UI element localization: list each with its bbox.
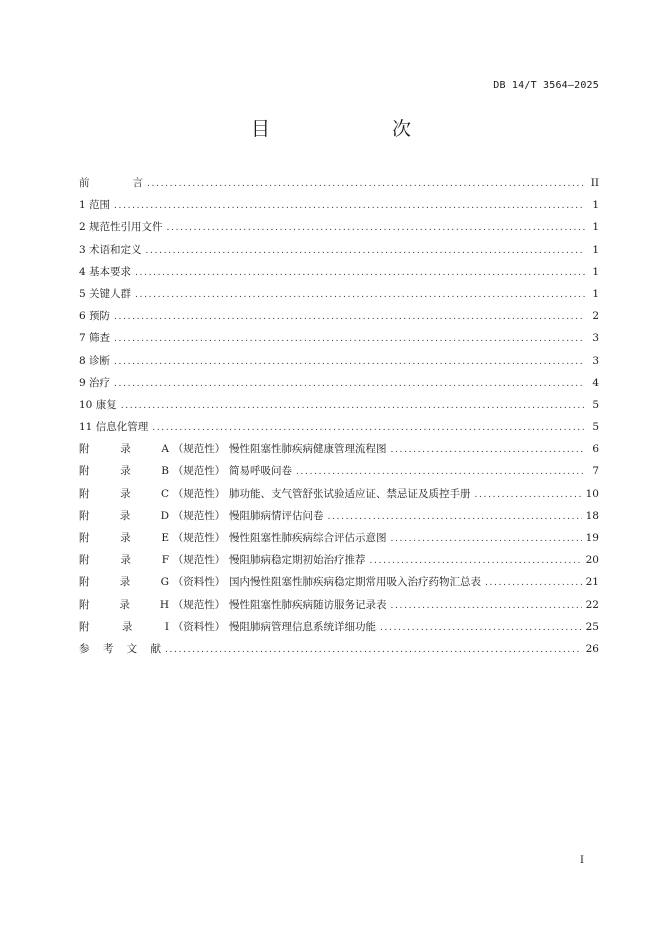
- toc-entry-char: 文: [126, 642, 138, 655]
- toc-entry-page: 5: [592, 398, 599, 411]
- toc-entry[interactable]: [79, 219, 599, 241]
- appendix-type: （规范性）: [172, 598, 226, 611]
- toc-entry-page: 4: [592, 376, 599, 389]
- toc-entry[interactable]: [79, 375, 599, 397]
- appendix-prefix-char: C: [160, 487, 169, 500]
- appendix-type: （规范性）: [172, 487, 226, 500]
- toc-entry-page: 7: [592, 465, 599, 478]
- toc-entry-label: [79, 175, 143, 191]
- appendix-prefix-char: B: [161, 465, 169, 478]
- toc-entry-char: 参: [79, 642, 90, 655]
- toc-entry-label: 4 基本要求: [79, 265, 132, 278]
- toc-entry-char: 献: [150, 642, 161, 655]
- toc-entry-page: 1: [592, 199, 599, 212]
- toc-entry[interactable]: [79, 353, 599, 375]
- appendix-title: 慢阻肺病稳定期初始治疗推荐: [229, 554, 366, 567]
- toc-entry-label: 10 康复: [79, 398, 117, 411]
- dot-leader: [485, 575, 582, 591]
- appendix-type: （规范性）: [172, 554, 226, 567]
- appendix-prefix: [79, 597, 169, 613]
- toc-entry-label: 6 预防: [79, 310, 111, 323]
- appendix-type: （规范性）: [172, 509, 226, 522]
- toc-entry-label: 5 关键人群: [79, 287, 132, 300]
- appendix-title: 慢性阻塞性肺疾病综合评估示意图: [229, 532, 387, 544]
- appendix-prefix-char: 附: [79, 620, 90, 633]
- appendix-prefix-char: 附: [79, 598, 90, 611]
- page-number: I: [580, 855, 584, 866]
- appendix-title: 国内慢性阻塞性肺疾病稳定期常用吸入治疗药物汇总表: [229, 576, 481, 589]
- appendix-prefix-char: 附: [79, 509, 90, 522]
- toc-entry[interactable]: [79, 552, 599, 574]
- appendix-prefix-char: G: [160, 576, 169, 589]
- toc-entry-page: 19: [585, 532, 599, 544]
- appendix-prefix: [79, 441, 169, 457]
- toc-entry-label: 3 术语和定义: [79, 243, 142, 256]
- dot-leader: [391, 531, 582, 547]
- dot-leader: [475, 487, 582, 503]
- toc-entry-label: 8 诊断: [79, 354, 111, 367]
- dot-leader: [152, 420, 585, 436]
- toc-entry-label: [79, 641, 161, 657]
- toc-entry[interactable]: [79, 597, 599, 619]
- toc-entry[interactable]: [79, 264, 599, 286]
- toc-entry-page: 1: [592, 243, 599, 256]
- appendix-prefix: [79, 574, 169, 590]
- dot-leader: [391, 598, 582, 614]
- toc-entry[interactable]: [79, 330, 599, 352]
- appendix-prefix-char: 录: [119, 487, 131, 500]
- toc-entry[interactable]: [79, 619, 599, 641]
- dot-leader: [380, 620, 582, 636]
- toc-entry[interactable]: [79, 197, 599, 219]
- toc-entry-label: 9 治疗: [79, 376, 111, 389]
- toc-entry[interactable]: [79, 308, 599, 330]
- toc-entry[interactable]: [79, 574, 599, 596]
- dot-leader: [114, 198, 585, 214]
- dot-leader: [147, 176, 585, 192]
- appendix-type: （规范性）: [172, 465, 226, 478]
- toc-entry-page: 3: [592, 354, 599, 367]
- dot-leader: [328, 509, 582, 525]
- toc-entry-page: II: [590, 177, 599, 189]
- appendix-prefix-char: 附: [79, 554, 90, 567]
- toc-entry-char: 考: [102, 642, 114, 655]
- appendix-prefix: [79, 463, 169, 479]
- appendix-prefix-char: 附: [79, 465, 90, 478]
- appendix-title: 慢性阻塞性肺疾病随访服务记录表: [229, 598, 387, 611]
- toc-entry[interactable]: [79, 441, 599, 463]
- appendix-title: 慢阻肺病管理信息系统详细功能: [229, 620, 376, 633]
- appendix-prefix-char: H: [159, 598, 169, 611]
- toc-entry[interactable]: [79, 641, 599, 663]
- appendix-title: 肺功能、支气管舒张试验适应证、禁忌证及质控手册: [229, 487, 471, 500]
- toc-entry[interactable]: [79, 286, 599, 308]
- appendix-prefix-char: 录: [119, 576, 131, 589]
- toc-entry-page: 1: [592, 287, 599, 300]
- toc-entry[interactable]: [79, 175, 599, 197]
- dot-leader: [167, 220, 585, 236]
- appendix-title: 慢性阻塞性肺疾病健康管理流程图: [229, 443, 387, 456]
- appendix-prefix-char: F: [161, 554, 169, 567]
- toc-entry-label: 1 范围: [79, 199, 111, 212]
- dot-leader: [114, 354, 585, 370]
- appendix-prefix-char: 录: [120, 465, 131, 478]
- appendix-prefix-char: 附: [79, 443, 90, 456]
- toc-entry[interactable]: [79, 530, 599, 552]
- toc-entry-page: 1: [592, 221, 599, 234]
- doc-code: DB 14/T 3564—2025: [493, 80, 599, 91]
- dot-leader: [146, 243, 585, 259]
- toc-entry-page: 1: [592, 265, 599, 278]
- appendix-prefix-char: 附: [79, 487, 90, 500]
- toc-entry[interactable]: [79, 463, 599, 485]
- dot-leader: [114, 376, 585, 392]
- appendix-prefix-char: E: [161, 532, 169, 544]
- dot-leader: [114, 309, 585, 325]
- table-of-contents: [79, 175, 599, 663]
- toc-entry-char: 言: [132, 177, 143, 189]
- toc-entry-page: 22: [585, 598, 599, 611]
- toc-entry-page: 20: [585, 554, 599, 567]
- appendix-prefix-char: 录: [121, 620, 133, 633]
- toc-entry-page: 6: [592, 443, 599, 456]
- dot-leader: [135, 265, 585, 281]
- appendix-prefix-char: 附: [79, 576, 90, 589]
- toc-entry[interactable]: [79, 419, 599, 441]
- appendix-prefix: [79, 530, 169, 546]
- page-title: 目 次: [250, 118, 439, 140]
- toc-entry-page: 18: [585, 509, 599, 522]
- toc-entry-page: 26: [585, 642, 599, 655]
- toc-entry-page: 21: [585, 576, 599, 589]
- appendix-prefix-char: 录: [120, 443, 131, 456]
- dot-leader: [391, 442, 586, 458]
- toc-entry[interactable]: [79, 486, 599, 508]
- appendix-type: （规范性）: [172, 443, 226, 456]
- appendix-type: （资料性）: [172, 620, 226, 633]
- toc-entry-page: 2: [592, 310, 599, 323]
- toc-entry-page: 10: [585, 487, 599, 500]
- dot-leader: [121, 398, 585, 414]
- toc-entry-page: 25: [585, 620, 599, 633]
- appendix-prefix-char: 录: [120, 532, 131, 544]
- toc-entry[interactable]: [79, 397, 599, 419]
- appendix-title: 慢阻肺病情评估问卷: [229, 509, 324, 522]
- toc-entry-page: 5: [592, 421, 599, 434]
- appendix-prefix: [79, 486, 169, 502]
- appendix-prefix: [79, 508, 169, 524]
- appendix-prefix-char: A: [161, 443, 169, 456]
- appendix-type: （资料性）: [172, 576, 226, 589]
- dot-leader: [165, 642, 582, 658]
- toc-entry-label: 11 信息化管理: [79, 421, 149, 434]
- dot-leader: [296, 464, 585, 480]
- toc-entry[interactable]: [79, 242, 599, 264]
- appendix-prefix-char: 录: [120, 554, 131, 567]
- toc-entry[interactable]: [79, 508, 599, 530]
- toc-entry-label: 7 筛查: [79, 332, 111, 345]
- dot-leader: [135, 287, 585, 303]
- appendix-prefix-char: 附: [79, 532, 90, 544]
- appendix-prefix-char: 录: [119, 509, 131, 522]
- toc-entry-page: 3: [592, 332, 599, 345]
- toc-entry-label: 2 规范性引用文件: [79, 221, 163, 234]
- appendix-prefix-char: 录: [119, 598, 130, 611]
- dot-leader: [370, 553, 582, 569]
- dot-leader: [114, 331, 585, 347]
- appendix-prefix: [79, 619, 169, 635]
- appendix-prefix-char: I: [164, 620, 169, 633]
- appendix-title: 简易呼吸问卷: [229, 465, 292, 478]
- appendix-prefix: [79, 552, 169, 568]
- toc-entry-char: 前: [79, 177, 90, 189]
- appendix-type: （规范性）: [172, 532, 226, 544]
- appendix-prefix-char: D: [160, 509, 169, 522]
